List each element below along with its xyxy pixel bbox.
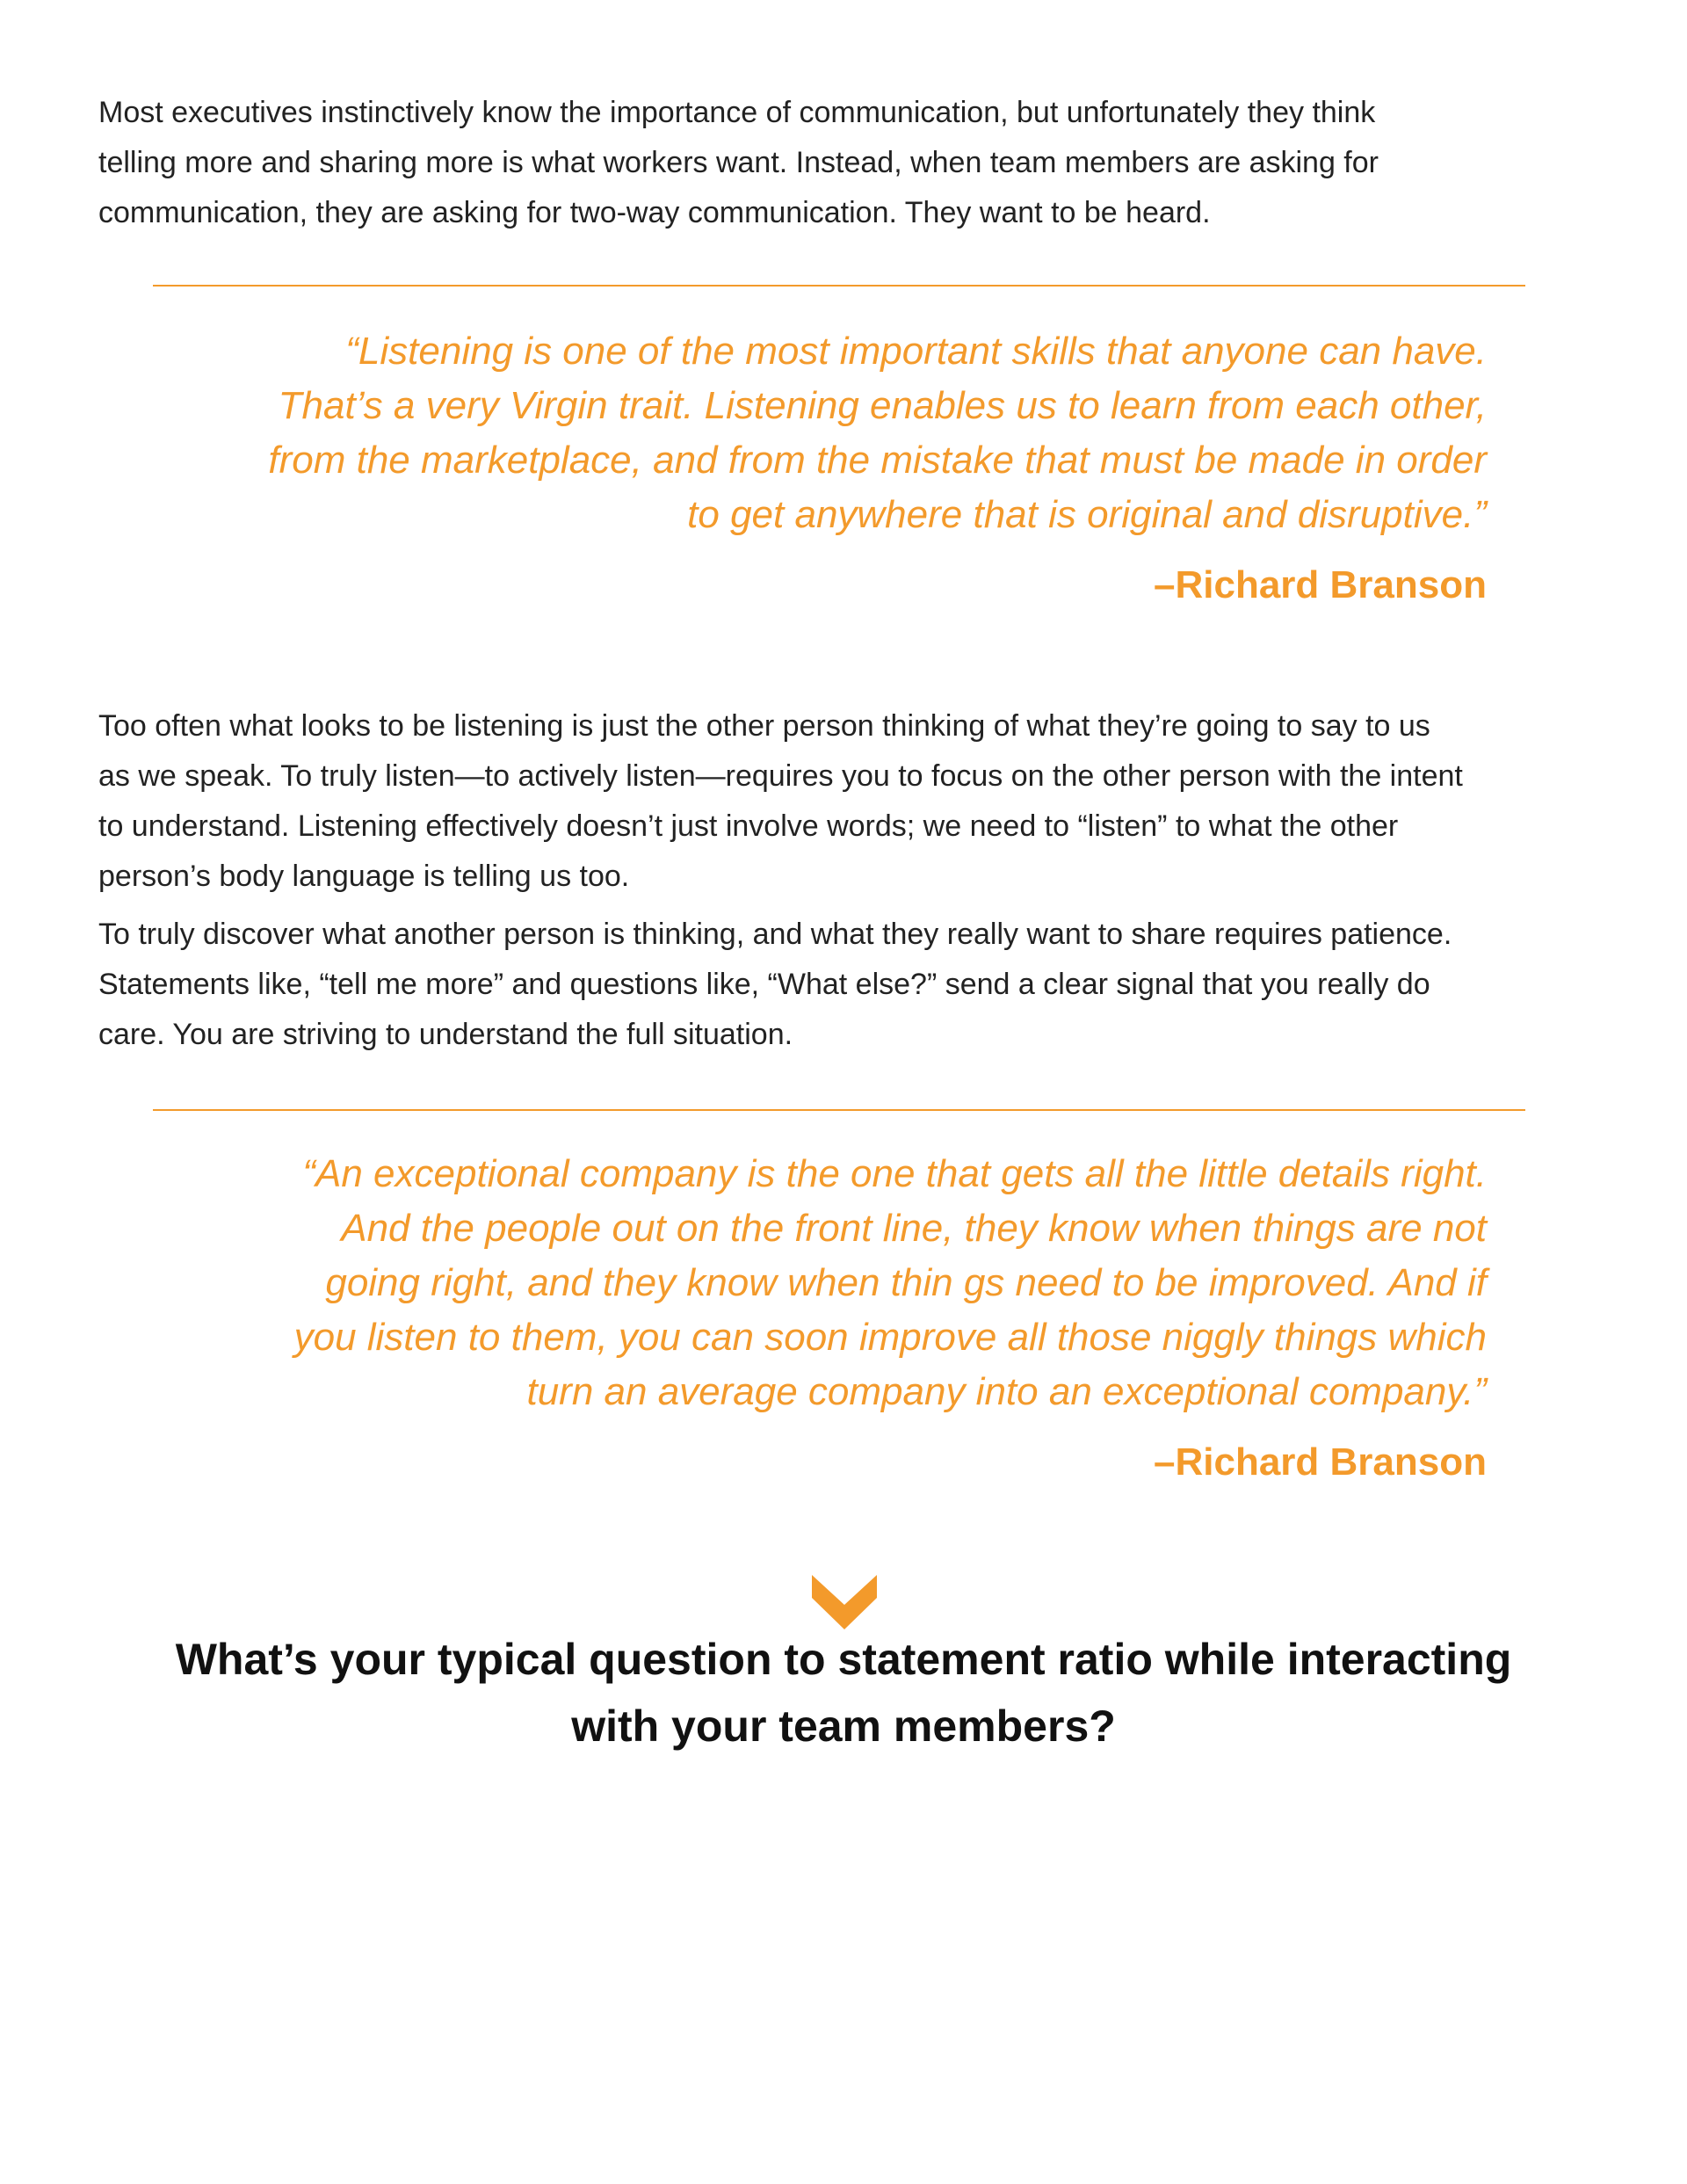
chevron-down-icon: [812, 1575, 877, 1629]
question-line: with your team members?: [571, 1701, 1116, 1751]
quote-line: from the marketplace, and from the mistake that must be made in order: [268, 439, 1487, 482]
intro-line: Most executives instinctively know the importance of communication, but unfortunately they think: [98, 96, 1376, 129]
listening-paragraph: [98, 701, 1592, 902]
quote-line: That’s a very Virgin trait. Listening enables us to learn from each other,: [278, 384, 1487, 427]
paragraph-line: as we speak. To truly listen—to actively listen—requires you to focus on the other person with the intent: [98, 759, 1463, 793]
divider-rule: [153, 1109, 1525, 1111]
question-line: What’s your typical question to statement ratio while interacting: [175, 1635, 1512, 1684]
paragraph-line: Too often what looks to be listening is just the other person thinking of what they’re going to say to us: [98, 709, 1430, 743]
intro-line: telling more and sharing more is what workers want. Instead, when team members are asking for: [98, 146, 1379, 179]
quote-line: And the people out on the front line, they know when things are not: [341, 1207, 1487, 1250]
paragraph-line: care. You are striving to understand the full situation.: [98, 1018, 793, 1051]
quote-line: you listen to them, you can soon improve all those niggly things which: [293, 1316, 1487, 1359]
patience-paragraph: [98, 910, 1592, 1060]
quote-line: “An exceptional company is the one that gets all the little details right.: [302, 1152, 1487, 1195]
paragraph-line: To truly discover what another person is thinking, and what they really want to share requires patience.: [98, 918, 1452, 951]
pull-quote-listening: [134, 324, 1487, 542]
quote-line: going right, and they know when thin gs need to be improved. And if: [325, 1261, 1487, 1304]
intro-paragraph: [98, 88, 1592, 238]
intro-line: communication, they are asking for two-way communication. They want to be heard.: [98, 196, 1211, 229]
paragraph-line: person’s body language is telling us too.: [98, 860, 630, 893]
paragraph-line: to understand. Listening effectively doesn’t just involve words; we need to “listen” to what the other: [98, 809, 1399, 843]
divider-rule: [153, 285, 1525, 287]
pull-quote-exceptional: [134, 1147, 1487, 1419]
quote-line: “Listening is one of the most important skills that anyone can have.: [345, 330, 1487, 373]
quote-line: turn an average company into an exceptional company.”: [526, 1370, 1487, 1413]
reflection-question: [53, 1626, 1634, 1760]
quote-line: to get anywhere that is original and disruptive.”: [687, 493, 1487, 536]
quote-attribution: –Richard Branson: [1154, 1440, 1487, 1484]
quote-attribution: –Richard Branson: [1154, 563, 1487, 606]
paragraph-line: Statements like, “tell me more” and questions like, “What else?” send a clear signal that you really do: [98, 968, 1430, 1001]
